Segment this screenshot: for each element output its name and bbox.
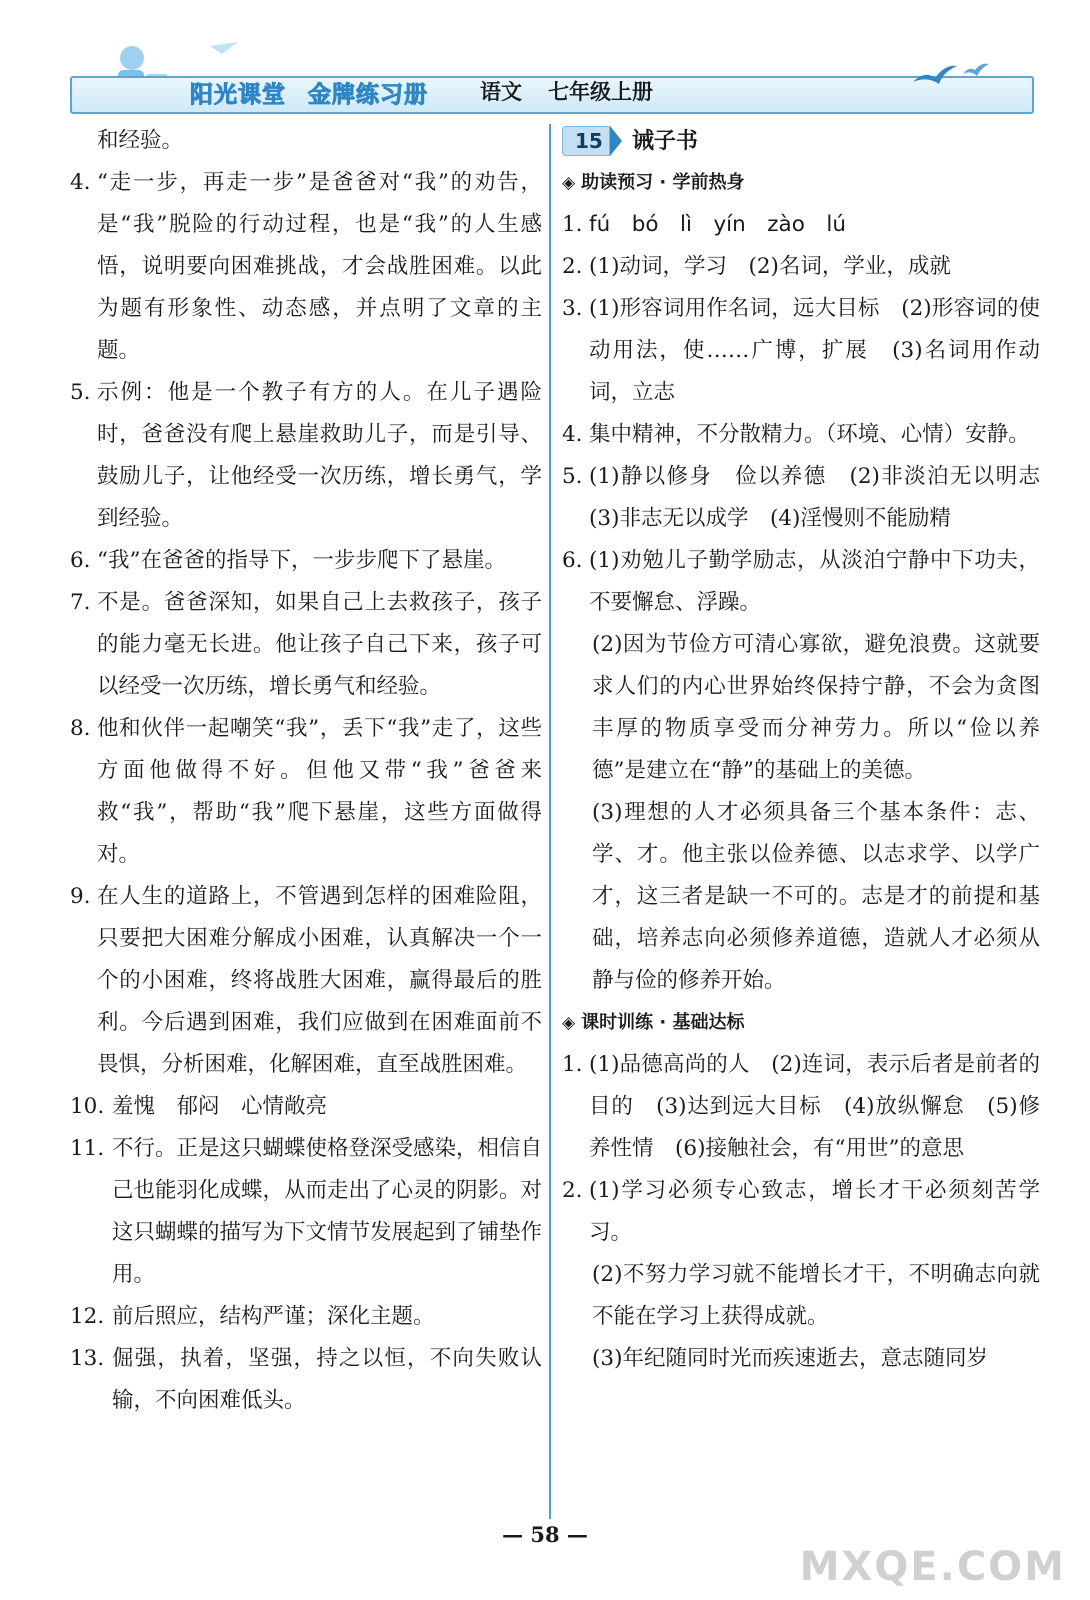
answer-number: 1. (562, 1052, 583, 1077)
answer-text: fú bó lì yín zào lú (589, 212, 846, 237)
answer-item (70, 876, 542, 1086)
answer-text: 不行。正是这只蝴蝶使格登深受感染，相信自己也能羽化成蝶，从而走出了心灵的阴影。对这只蝴蝶的描写为下文情节发展起到了铺垫作用。 (112, 1136, 543, 1287)
page-header (60, 40, 1035, 120)
answer-text: 倔强，执着，坚强，持之以恒，不向失败认输，不向困难低头。 (112, 1346, 542, 1413)
book-brand (190, 76, 450, 109)
right-column (562, 120, 1062, 1380)
answer-item (70, 1128, 542, 1296)
section-heading (562, 1002, 1040, 1044)
answer-number: 2. (562, 1178, 583, 1203)
answer-text: 集中精神，不分散精力。（环境、心情）安静。 (589, 422, 1030, 447)
answer-text: 羞愧 郁闷 心情敞亮 (112, 1094, 328, 1119)
left-column (70, 120, 542, 1422)
answer-text: 在人生的道路上，不管遇到怎样的困难险阻，只要把大困难分解成小困难，认真解决一个一个的小困难，终将战胜大困难，赢得最后的胜利。今后遇到困难，我们应做到在困难面前不畏惧，分析困难，化解困难，直至战胜困难。 (97, 884, 542, 1077)
answer-number: 7. (70, 590, 91, 615)
answer-item (562, 1044, 1040, 1170)
answer-text: 和经验。 (97, 128, 184, 153)
answer-item (562, 456, 1062, 540)
answer-number: 12. (70, 1304, 105, 1329)
lesson-title: 诫子书 (631, 128, 698, 154)
answer-item (562, 414, 1040, 456)
answer-number: 4. (70, 170, 91, 195)
answer-number: 6. (70, 548, 91, 573)
diamond-icon: ◈ (562, 1013, 576, 1033)
book-subject (480, 76, 679, 106)
answer-item (70, 1296, 542, 1338)
answer-item (70, 582, 542, 708)
section-title: 课时训练 · 基础达标 (581, 1012, 745, 1033)
subject-label: 语文 (480, 79, 522, 104)
answer-number: 13. (70, 1346, 105, 1371)
diamond-icon: ◈ (562, 173, 576, 193)
grade-label: 七年级上册 (548, 79, 653, 104)
answer-number: 6. (562, 548, 583, 573)
answer-subitem: (2)不努力学习就不能增长才干，不明确志向就不能在学习上获得成就。 (592, 1262, 1040, 1329)
answer-text: 他和伙伴一起嘲笑“我”，丢下“我”走了，这些方面他做得不好。但他又带“我”爸爸来救“我”，帮助“我”爬下悬崖，这些方面做得对。 (97, 716, 542, 867)
answer-item (70, 1338, 542, 1422)
lesson-heading (562, 120, 1040, 162)
answer-item (70, 540, 542, 582)
section-title: 助读预习 · 学前热身 (581, 172, 745, 193)
lesson-number: 15 (562, 126, 610, 156)
answer-number: 5. (70, 380, 91, 405)
answer-text: “我”在爸爸的指导下，一步步爬下了悬崖。 (97, 548, 506, 573)
brand-series: 金牌练习册 (308, 82, 428, 108)
answer-number: 5. (562, 464, 583, 489)
answer-text: (1)学习必须专心致志，增长才干必须刻苦学习。 (589, 1178, 1040, 1245)
answer-number: 8. (70, 716, 91, 741)
answer-item (70, 372, 542, 540)
answer-text: 不是。爸爸深知，如果自己上去救孩子，孩子的能力毫无长进。他让孩子自己下来，孩子可以经受一次历练，增长勇气和经验。 (97, 590, 542, 699)
brand-name: 阳光课堂 (190, 82, 286, 108)
answer-subitem: (3)年纪随同时光而疾速逝去，意志随同岁 (592, 1346, 988, 1371)
answer-item (562, 246, 1040, 288)
column-divider (549, 124, 551, 1519)
answer-text: (1)品德高尚的人 (2)连词，表示后者是前者的目的 (3)达到远大目标 (4)放纵懈怠 (5)修养性情 (6)接触社会，有“用世”的意思 (589, 1052, 1040, 1161)
answer-item (562, 1170, 1040, 1254)
answer-number: 3. (562, 296, 583, 321)
answer-number: 9. (70, 884, 91, 909)
answer-subitem: (3)理想的人才必须具备三个基本条件：志、学、才。他主张以俭养德、以志求学、以学广才，这三者是缺一不可的。志是才的前提和基础，培养志向必须修养道德，造就人才必须从静与俭的修养开始。 (592, 800, 1040, 993)
answer-number: 10. (70, 1094, 105, 1119)
birds-icon (905, 52, 995, 92)
answer-number: 11. (70, 1136, 105, 1161)
answer-text: “走一步，再走一步”是爸爸对“我”的劝告，是“我”脱险的行动过程，也是“我”的人生感悟，说明要向困难挑战，才会战胜困难。以此为题有形象性、动态感，并点明了文章的主题。 (97, 170, 542, 363)
answer-number: 4. (562, 422, 583, 447)
answer-text: (1)静以修身 俭以养德 (2)非淡泊无以明志 (3)非志无以成学 (4)淫慢则不能励精 (589, 464, 1062, 531)
answer-item (70, 1086, 542, 1128)
answer-text: (1)动词，学习 (2)名词，学业，成就 (589, 254, 951, 279)
answer-number: 1. (562, 212, 583, 237)
answer-item (562, 288, 1040, 414)
answer-text: (1)形容词用作名词，远大目标 (2)形容词的使动用法，使……广博，扩展 (3)名词用作动词，立志 (589, 296, 1040, 405)
answer-number: 2. (562, 254, 583, 279)
answer-text: 示例：他是一个教子有方的人。在儿子遇险时，爸爸没有爬上悬崖救助儿子，而是引导、鼓励儿子，让他经受一次历练，增长勇气，学到经验。 (97, 380, 542, 531)
section-heading (562, 162, 1040, 204)
answer-subitem: (2)因为节俭方可清心寡欲，避免浪费。这就要求人们的内心世界始终保持宁静，不会为贪图丰厚的物质享受而分神劳力。所以“俭以养德”是建立在“静”的基础上的美德。 (592, 632, 1040, 783)
watermark: MXQE.COM (799, 1544, 1066, 1590)
answer-item (70, 162, 542, 372)
answer-item (70, 708, 542, 876)
answer-item (562, 204, 1040, 246)
answer-item (70, 120, 542, 162)
answer-text: 前后照应，结构严谨；深化主题。 (112, 1304, 435, 1329)
answer-text: (1)劝勉儿子勤学励志，从淡泊宁静中下功夫，不要懈怠、浮躁。 (589, 548, 1040, 615)
arrow-icon (610, 126, 622, 156)
page-number: — 58 — (502, 1522, 588, 1547)
answer-item (562, 540, 1040, 624)
